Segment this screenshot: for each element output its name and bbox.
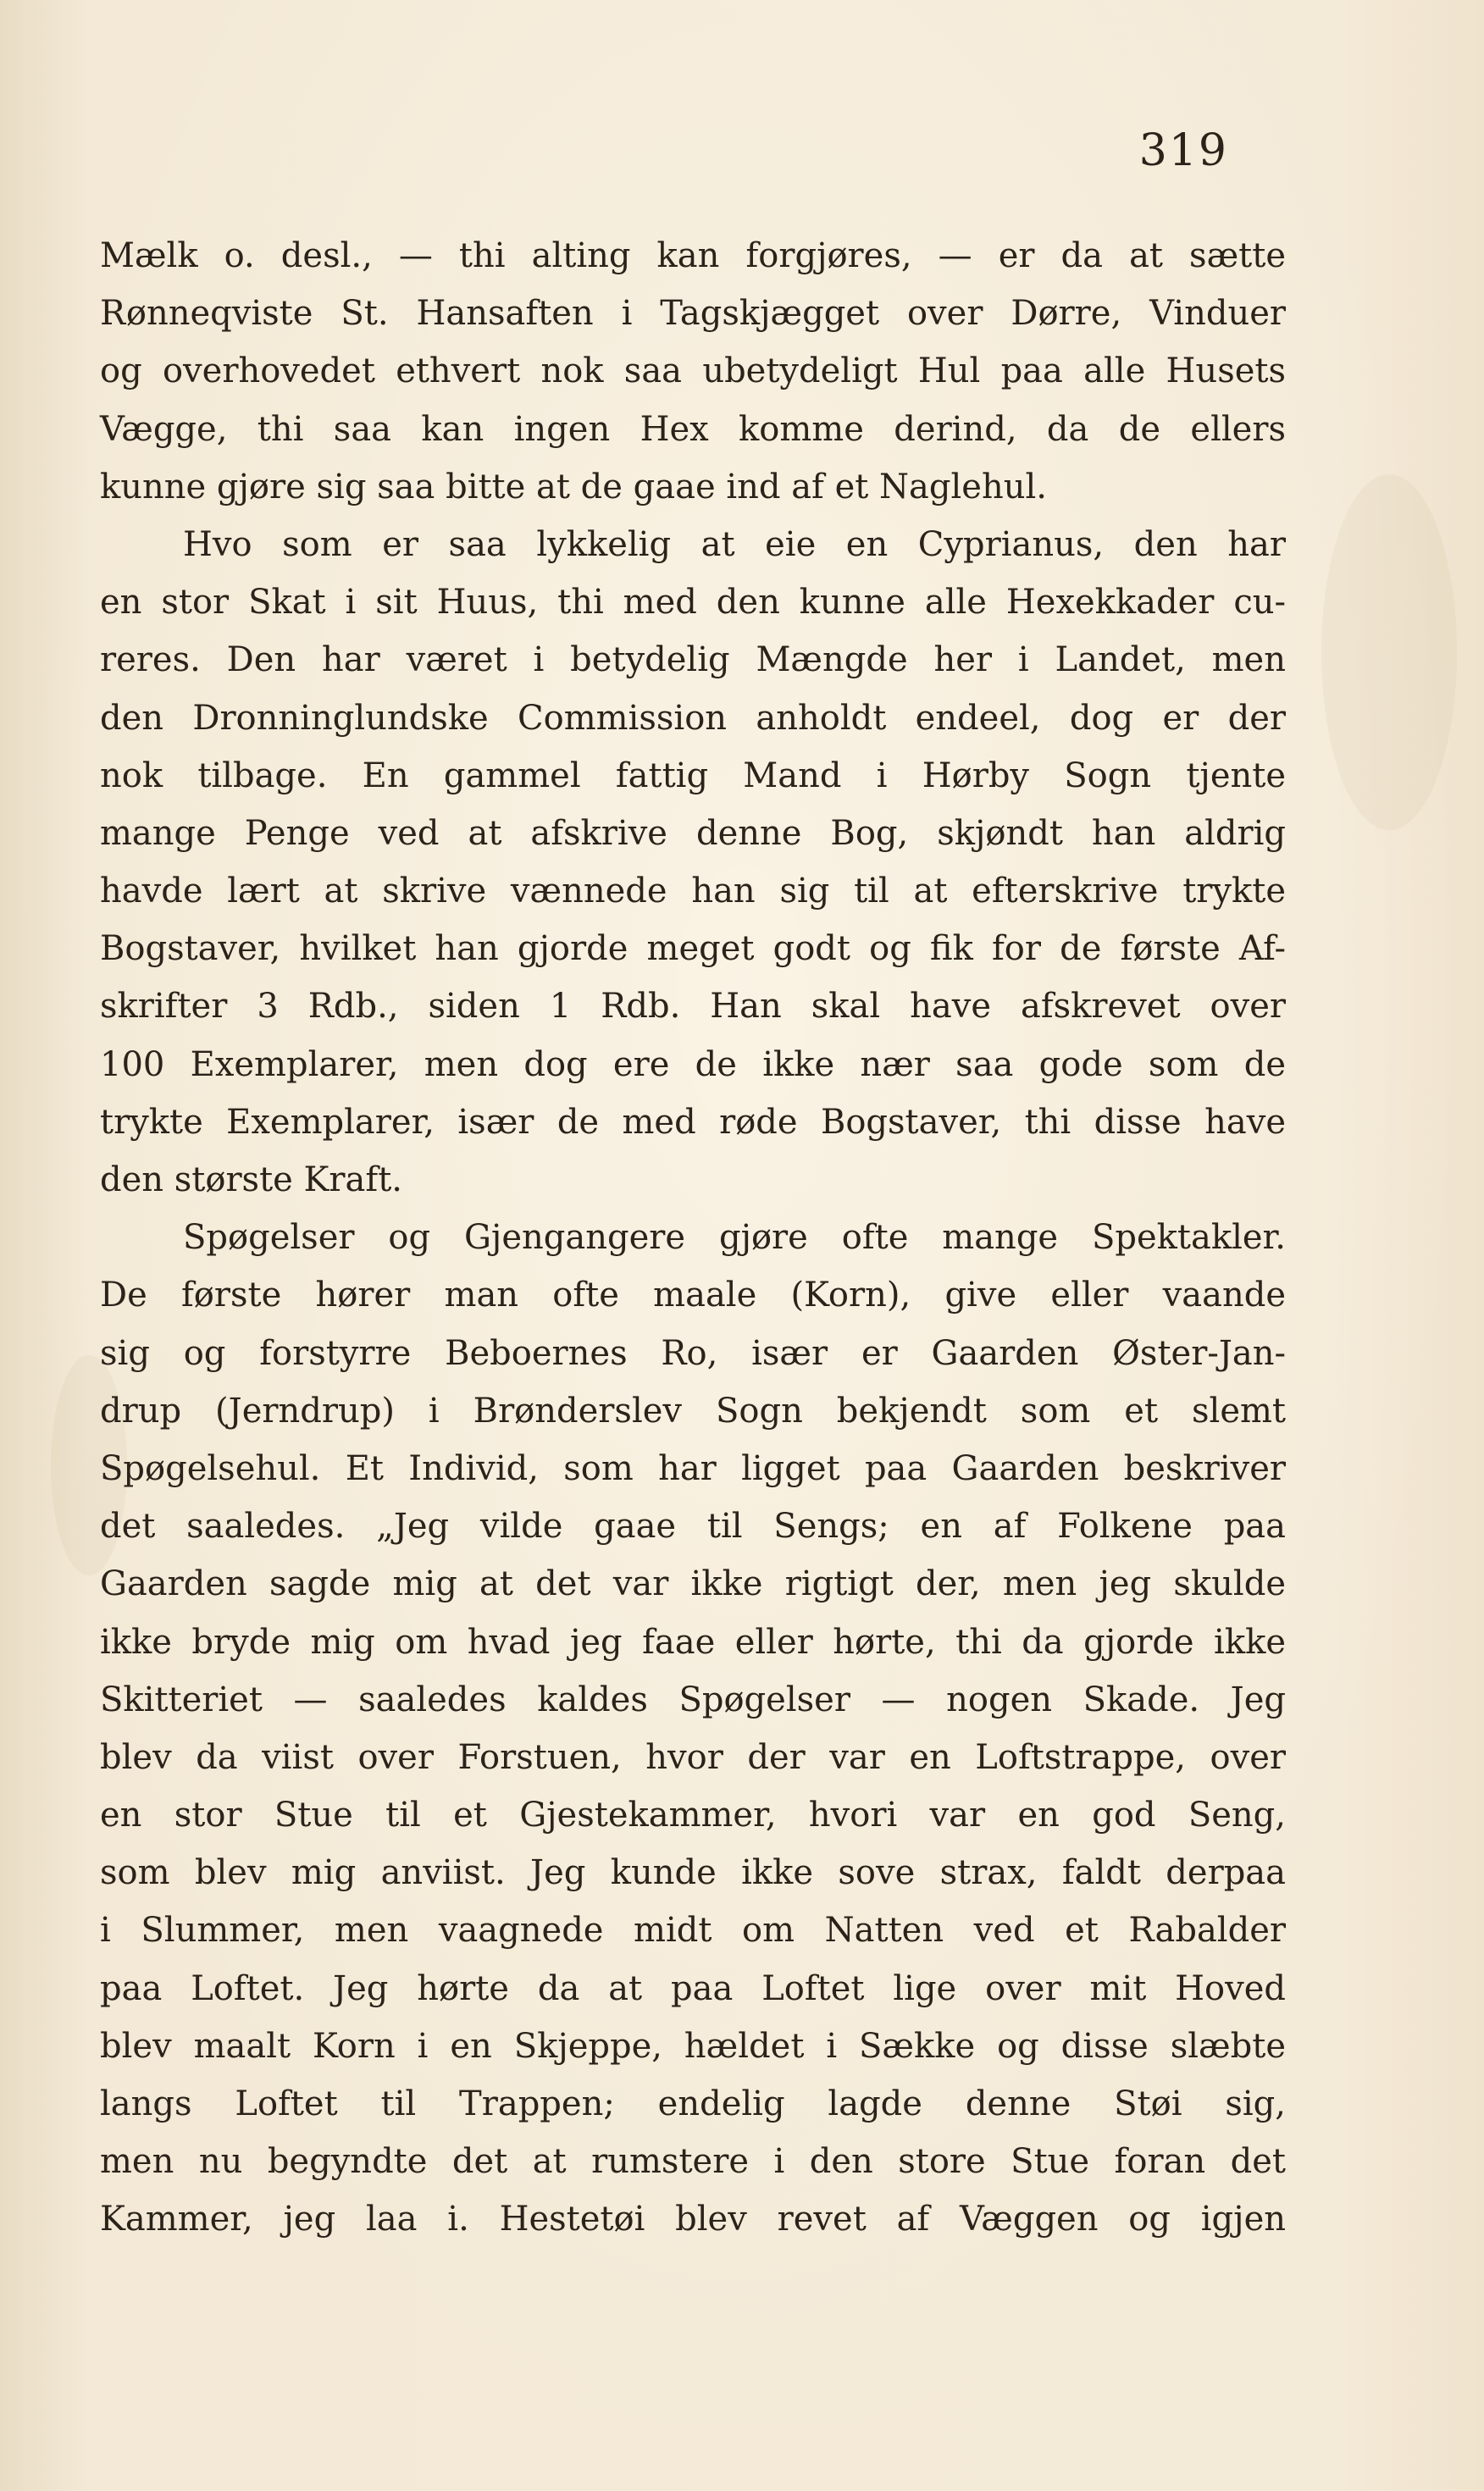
text-line: en stor Skat i sit Huus, thi med den kunne alle Hexekkader cu-	[100, 583, 1286, 623]
text-line: De første hører man ofte maale (Korn), give eller vaande	[100, 1276, 1286, 1315]
paper-stain	[1321, 474, 1457, 830]
text-line: mange Penge ved at afskrive denne Bog, skjøndt han aldrig	[100, 813, 1286, 853]
body-text	[100, 227, 1286, 2249]
text-line: den Dronninglundske Commission anholdt endeel, dog er der	[100, 698, 1286, 738]
text-line: Vægge, thi saa kan ingen Hex komme derind, da de ellers	[100, 409, 1286, 449]
text-line: paa Loftet. Jeg hørte da at paa Loftet lige over mit Hoved	[100, 1968, 1286, 2008]
text-line: Hvo som er saa lykkelig at eie en Cyprianus, den har	[183, 524, 1286, 564]
text-line: det saaledes. „Jeg vilde gaae til Sengs; en af Folkene paa	[100, 1507, 1286, 1547]
text-line: skrifter 3 Rdb., siden 1 Rdb. Han skal have afskrevet over	[100, 987, 1286, 1027]
text-line: og overhovedet ethvert nok saa ubetydeligt Hul paa alle Husets	[100, 352, 1286, 391]
text-line: i Slummer, men vaagnede midt om Natten ved et Rabalder	[100, 1911, 1286, 1951]
text-line: Mælk o. desl., — thi alting kan forgjøres, — er da at sætte	[100, 236, 1286, 275]
text-line: som blev mig anviist. Jeg kunde ikke sove strax, faldt derpaa	[100, 1853, 1286, 1893]
text-line: Skitteriet — saaledes kaldes Spøgelser — nogen Skade. Jeg	[100, 1680, 1286, 1719]
text-line: blev da viist over Forstuen, hvor der var en Loftstrappe, over	[100, 1737, 1286, 1777]
text-line: sig og forstyrre Beboernes Ro, især er Gaarden Øster-Jan-	[100, 1333, 1286, 1373]
text-line: reres. Den har været i betydelig Mængde her i Landet, men	[100, 640, 1286, 680]
text-line: Bogstaver, hvilket han gjorde meget godt og fik for de første Af-	[100, 929, 1286, 969]
text-line: den største Kraft.	[100, 1160, 402, 1199]
text-line: drup (Jerndrup) i Brønderslev Sogn bekjendt som et slemt	[100, 1391, 1286, 1431]
text-line: Rønneqviste St. Hansaften i Tagskjægget over Dørre, Vinduer	[100, 294, 1286, 334]
text-line: men nu begyndte det at rumstere i den store Stue foran det	[100, 2142, 1286, 2182]
text-line: langs Loftet til Trappen; endelig lagde denne Støi sig,	[100, 2084, 1286, 2123]
text-line: Kammer, jeg laa i. Hestetøi blev revet af Væggen og igjen	[100, 2200, 1286, 2239]
text-line: Gaarden sagde mig at det var ikke rigtigt der, men jeg skulde	[100, 1564, 1286, 1604]
text-line: en stor Stue til et Gjestekammer, hvori var en god Seng,	[100, 1796, 1286, 1835]
text-line: blev maalt Korn i en Skjeppe, hældet i Sække og disse slæbte	[100, 2026, 1286, 2066]
text-line: Spøgelser og Gjengangere gjøre ofte mange Spektakler.	[183, 1218, 1286, 1258]
page-number: 319	[1138, 125, 1228, 176]
text-line: havde lært at skrive vænnede han sig til at efterskrive trykte	[100, 872, 1286, 911]
text-line: nok tilbage. En gammel fattig Mand i Hørby Sogn tjente	[100, 756, 1286, 795]
text-line: kunne gjøre sig saa bitte at de gaae ind af et Naglehul.	[100, 467, 1047, 507]
text-line: trykte Exemplarer, især de med røde Bogstaver, thi disse have	[100, 1102, 1286, 1142]
text-line: ikke bryde mig om hvad jeg faae eller hørte, thi da gjorde ikke	[100, 1622, 1286, 1662]
text-line: Spøgelsehul. Et Individ, som har ligget paa Gaarden beskriver	[100, 1448, 1286, 1488]
text-line: 100 Exemplarer, men dog ere de ikke nær saa gode som de	[100, 1044, 1286, 1084]
